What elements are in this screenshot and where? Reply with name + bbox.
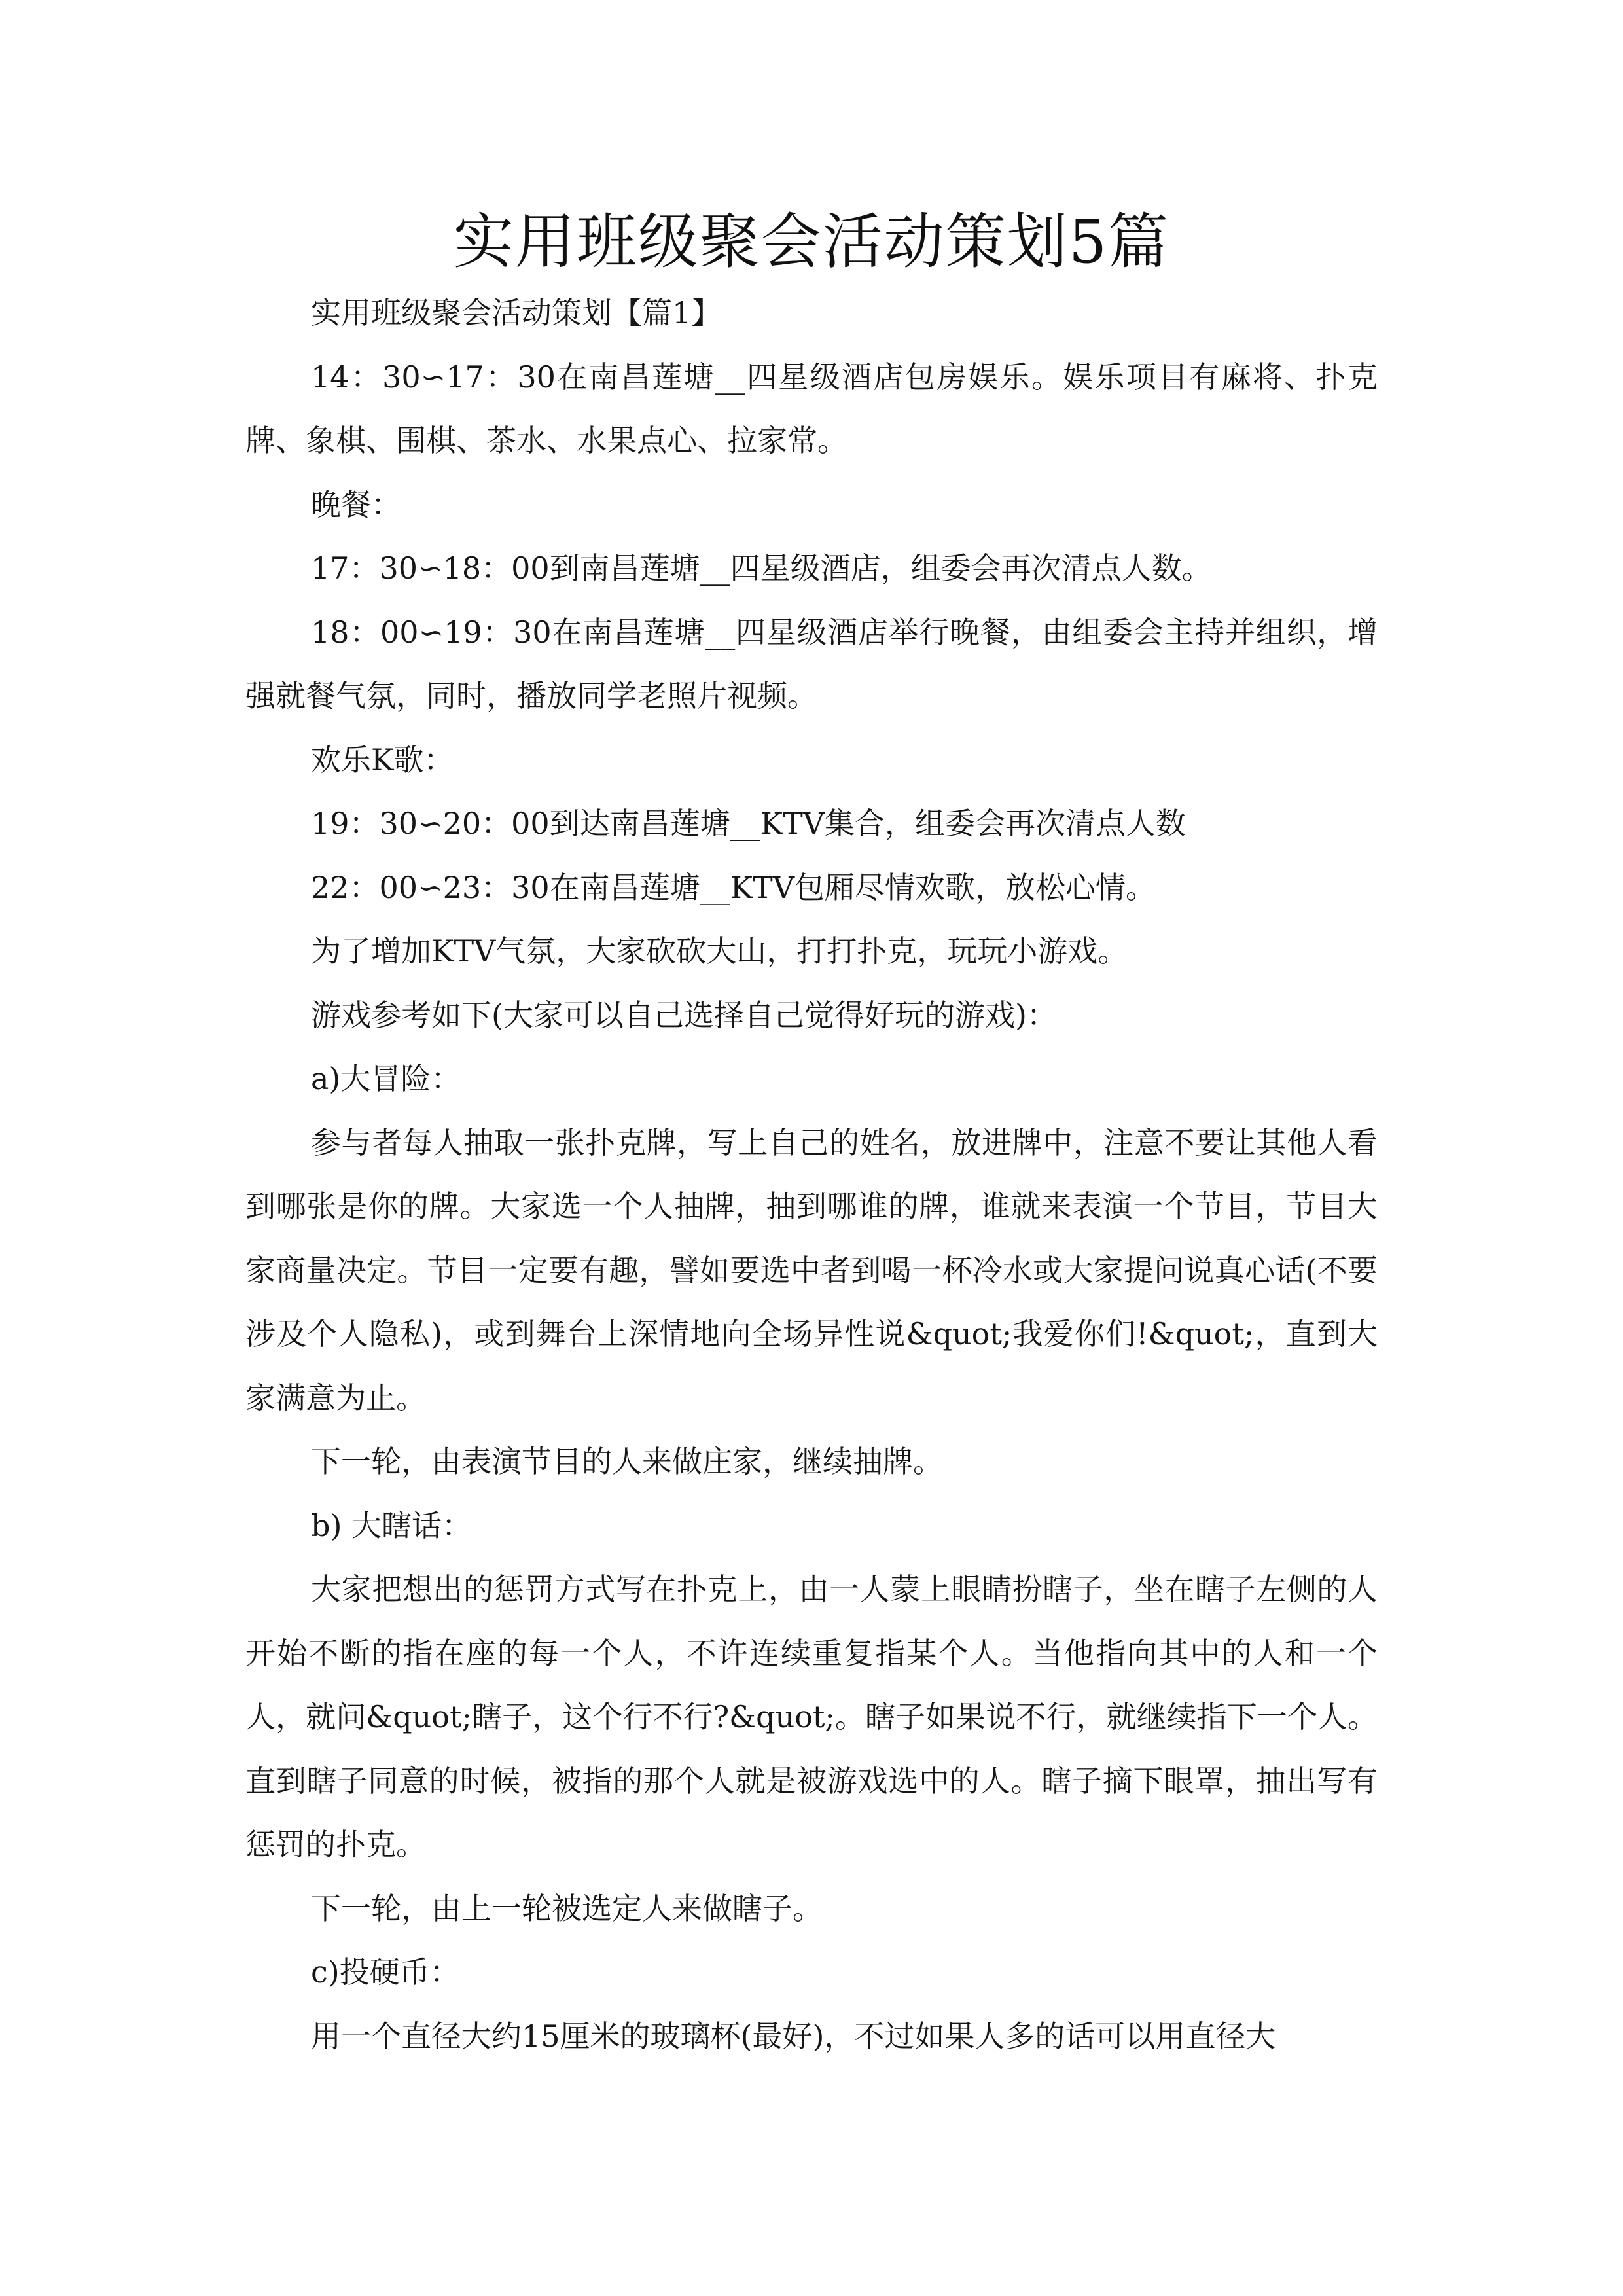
- section-label-dinner: 晚餐：: [311, 486, 401, 522]
- paragraph: 参与者每人抽取一张扑克牌，写上自己的姓名，放进牌中，注意不要让其他人看到哪张是你的牌。大家选一个人抽牌，抽到哪谁的牌，谁就来表演一个节目，节目大家商量决定。节目一定要有趣，譬如要选中者到喝一杯冷水或大家提问说真心话(不要涉及个人隐私)，或到舞台上深情地向全场异性说&quot;我爱你们!&quot;，直到大家满意为止。: [245, 1124, 1378, 1416]
- paragraph: 14：30∽17：30在南昌莲塘__四星级酒店包房娱乐。娱乐项目有麻将、扑克牌、象棋、围棋、茶水、水果点心、拉家常。: [245, 359, 1378, 458]
- paragraph: 游戏参考如下(大家可以自己选择自己觉得好玩的游戏)：: [311, 997, 1057, 1033]
- paragraph: 18：00∽19：30在南昌莲塘__四星级酒店举行晚餐，由组委会主持并组织，增强就餐气氛，同时，播放同学老照片视频。: [245, 614, 1378, 713]
- game-label-b: b) 大瞎话：: [311, 1507, 473, 1543]
- paragraph: 为了增加KTV气氛，大家砍砍大山，打打扑克，玩玩小游戏。: [311, 933, 1128, 969]
- game-label-c: c)投硬币：: [311, 1954, 460, 1990]
- paragraph: 下一轮，由上一轮被选定人来做瞎子。: [311, 1890, 823, 1926]
- section-label-karaoke: 欢乐K歌：: [311, 742, 454, 778]
- paragraph: 19：30∽20：00到达南昌莲塘__KTV集合，组委会再次清点人数: [311, 806, 1186, 841]
- paragraph: 17：30∽18：00到南昌莲塘__四星级酒店，组委会再次清点人数。: [311, 550, 1212, 586]
- paragraph: 大家把想出的惩罚方式写在扑克上，由一人蒙上眼睛扮瞎子，坐在瞎子左侧的人开始不断的指在座的每一个人，不许连续重复指某个人。当他指向其中的人和一个人，就问&quot;瞎子，这个行不行?&quot;。瞎子如果说不行，就继续指下一个人。直到瞎子同意的时候，被指的那个人就是被游戏选中的人。瞎子摘下眼罩，抽出写有惩罚的扑克。: [245, 1571, 1378, 1862]
- paragraph: 用一个直径大约15厘米的玻璃杯(最好)，不过如果人多的话可以用直径大: [311, 2018, 1276, 2054]
- paragraph: 下一轮，由表演节目的人来做庄家，继续抽牌。: [311, 1444, 943, 1479]
- document-title: 实用班级聚会活动策划5篇: [453, 207, 1170, 277]
- heading-part-1: 实用班级聚会活动策划【篇1】: [311, 295, 722, 331]
- document-body: [245, 281, 1378, 2068]
- paragraph: 22：00∽23：30在南昌莲塘__KTV包厢尽情欢歌，放松心情。: [311, 869, 1156, 905]
- game-label-a: a)大冒险：: [311, 1061, 461, 1096]
